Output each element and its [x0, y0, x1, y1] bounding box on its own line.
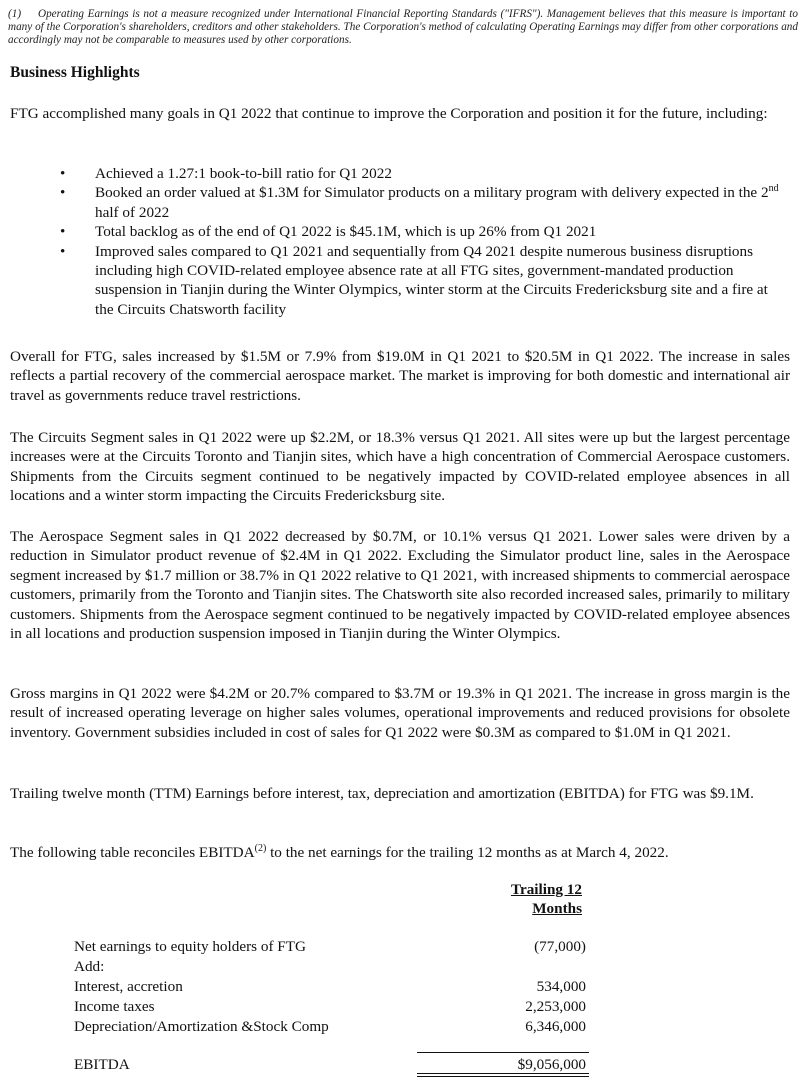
list-item: [60, 222, 790, 241]
row-label: Add:: [74, 958, 105, 975]
table-row: [74, 1018, 586, 1038]
row-value: (77,000): [534, 938, 586, 955]
footnote-marker: (1): [8, 8, 22, 20]
ebitda-reconciliation-table: [0, 880, 805, 1080]
column-header-line: Trailing 12: [510, 881, 582, 898]
aerospace-paragraph: The Aerospace Segment sales in Q1 2022 decreased by $0.7M, or 10.1% versus Q1 2021. Lower sales were driven by a reduction in Simulator product revenue of $2.4M in Q1 2022. Excluding the Simulator product line, sales in the Aerospace segment increased by $1.7 million or 38.7% in Q1 2022 relative to Q1 2021, with increased shipments to commercial aerospace customers, primarily from the Toronto and Tianjin sites. The Chatsworth site also recorded increased sales, primarily to military customers. Shipments from the Aerospace segment continued to be negatively impacted by COVID-related employee absences in all locations and production suspension imposed in Tianjin during the Winter Olympics.: [10, 528, 790, 643]
row-label: Net earnings to equity holders of FTG: [74, 938, 306, 955]
double-underline-rule: [417, 1076, 589, 1077]
bullet-text: Improved sales compared to Q1 2021 and sequentially from Q4 2021 despite numerous business disruptions including high COVID-related employee absence rate at all FTG sites, government-mandated production suspension in Tianjin during the Winter Olympics, winter storm at the Circuits Fredericksburg site and a fire at the Circuits Chatsworth facility: [95, 242, 768, 318]
table-row: [74, 998, 586, 1018]
list-item: [60, 164, 790, 183]
bullet-dot: •: [60, 223, 66, 241]
bullet-dot: •: [60, 242, 66, 260]
table-intro-text: The following table reconciles EBITDA: [10, 844, 255, 861]
bullet-dot: •: [60, 165, 66, 182]
overall-sales-paragraph: Overall for FTG, sales increased by $1.5M or 7.9% from $19.0M in Q1 2021 to $20.5M in Q1 2022. The increase in sales reflects a partial recovery of the commercial aerospace market. The market is improving for both domestic and international air travel as governments reduce travel restrictions.: [10, 348, 790, 404]
table-intro-text: to the net earnings for the trailing 12 months as at March 4, 2022.: [266, 844, 669, 861]
total-value: $9,056,000: [517, 1056, 586, 1073]
list-item: [60, 242, 790, 320]
footnote-ref: (2): [254, 842, 267, 854]
intro-paragraph: FTG accomplished many goals in Q1 2022 that continue to improve the Corporation and position it for the future, including:: [10, 105, 768, 122]
subtotal-rule: [417, 1052, 589, 1053]
bullet-text: Total backlog as of the end of Q1 2022 is $45.1M, which is up 26% from Q1 2021: [95, 223, 597, 241]
section-heading: Business Highlights: [10, 64, 140, 81]
highlights-list: [60, 164, 790, 319]
row-label: Income taxes: [74, 998, 155, 1015]
double-underline-rule: [417, 1073, 589, 1074]
row-value: 2,253,000: [525, 998, 586, 1015]
table-row: [74, 938, 586, 958]
footnote-text: Operating Earnings is not a measure recognized under International Financial Reporting Standards ("IFRS"). Management believes that this measure is important to many of the Corporation's shareholders, creditors and other stakeholders. The Corporation's method of calculating Operating Earnings may differ from other corporations and accordingly may not be comparable to measures used by other corporations.: [8, 8, 798, 47]
bullet-text: [95, 184, 779, 220]
row-value: 534,000: [536, 978, 586, 995]
bullet-text-part: Booked an order valued at $1.3M for Simulator products on a military program with delivery expected in the 2: [95, 184, 769, 202]
table-row: [74, 978, 586, 998]
row-value: 6,346,000: [525, 1018, 586, 1035]
table-intro-paragraph: [10, 843, 790, 862]
list-item: [60, 183, 790, 222]
bullet-text-part: half of 2022: [95, 203, 170, 221]
operating-earnings-footnote: [8, 8, 798, 48]
column-header-line: Months: [532, 900, 582, 917]
bullet-dot: •: [60, 184, 66, 202]
column-header: [470, 880, 582, 918]
total-label: EBITDA: [74, 1056, 130, 1073]
gross-margin-paragraph: Gross margins in Q1 2022 were $4.2M or 20.7% compared to $3.7M or 19.3% in Q1 2021. The increase in gross margin is the result of increased operating leverage on higher sales volumes, operational improvements and reduced provisions for obsolete inventory. Government subsidies included in cost of sales for Q1 2022 were $0.3M as compared to $1.0M in Q1 2021.: [10, 685, 790, 741]
table-row: [74, 958, 586, 978]
ttm-ebitda-paragraph: Trailing twelve month (TTM) Earnings before interest, tax, depreciation and amortization (EBITDA) for FTG was $9.1M.: [10, 785, 754, 802]
bullet-text: Achieved a 1.27:1 book-to-bill ratio for Q1 2022: [95, 165, 392, 182]
row-label: Interest, accretion: [74, 978, 183, 995]
circuits-paragraph: The Circuits Segment sales in Q1 2022 were up $2.2M, or 18.3% versus Q1 2021. All sites were up but the largest percentage increases were at the Circuits Toronto and Tianjin sites, which have a high concentration of Commercial Aerospace customers. Shipments from the Circuits segment continued to be negatively impacted by COVID-related employee absences in all locations and a winter storm impacting the Circuits Fredericksburg site.: [10, 429, 790, 505]
ordinal-superscript: nd: [768, 183, 779, 195]
row-label: Depreciation/Amortization &Stock Comp: [74, 1018, 329, 1035]
